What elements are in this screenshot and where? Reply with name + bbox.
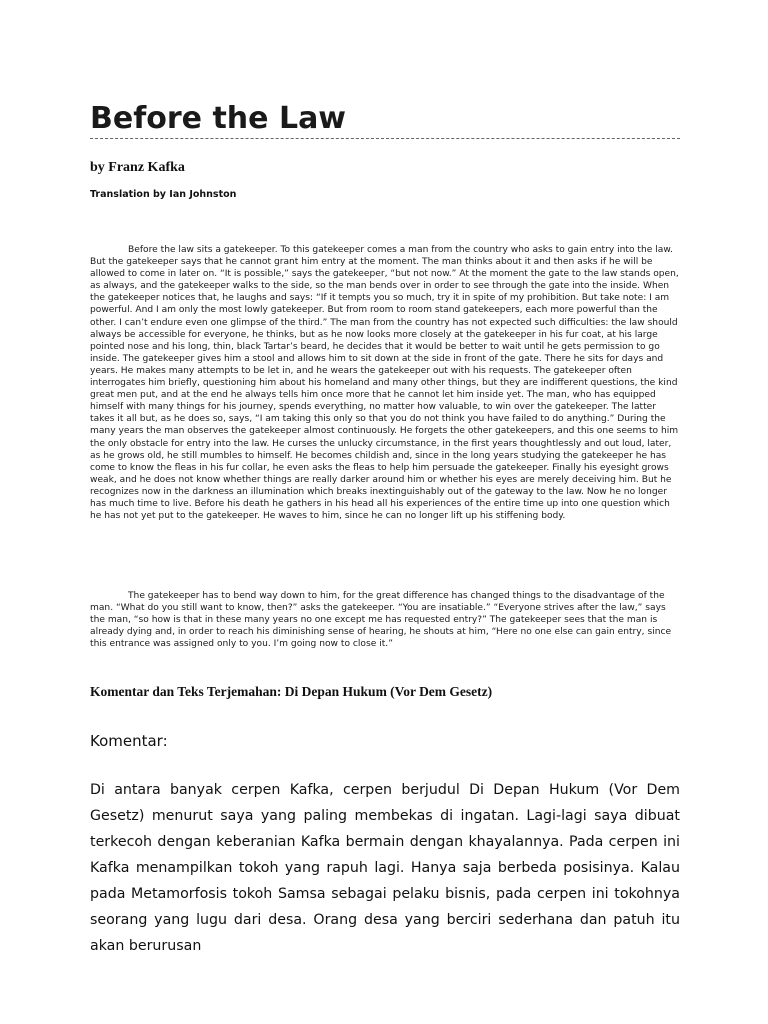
komentar-label: Komentar: [90, 732, 168, 750]
story-paragraph: The gatekeeper has to bend way down to him, for the great difference has changed things to the disadvantage of the man. “What do you still want to know, then?” asks the gatekeeper. “You are insatiable.” “Everyone strives after the law,” says the man, “so how is that in these many years no one except me has requested entry?” The gatekeeper sees that the man is already dying and, in order to reach his diminishing sense of hearing, he shouts at him, “Here no one else can gain entry, since this entrance was assigned only to you. I’m going now to close it.” [90, 591, 672, 650]
page-title: Before the Law [90, 101, 347, 136]
section-heading: Komentar dan Teks Terjemahan: Di Depan Hukum (Vor Dem Gesetz) [90, 684, 493, 699]
title-divider [90, 138, 680, 139]
translation-credit: Translation by Ian Johnston [90, 189, 237, 200]
author-byline: by Franz Kafka [90, 160, 185, 175]
story-paragraph: Before the law sits a gatekeeper. To this gatekeeper comes a man from the country who asks to gain entry into the law. But the gatekeeper says that he cannot grant him entry at the moment. The man thinks about it and then asks if he will be allowed to come in later on. “It is possible,” says the gatekeeper, “but not now.” At the moment the gate to the law stands open, as always, and the gatekeeper walks to the side, so the man bends over in order to see through the gate into the inside. When the gatekeeper notices that, he laughs and says: “If it tempts you so much, try it in spite of my prohibition. But take note: I am powerful. And I am only the most lowly gatekeeper. But from room to room stand gatekeepers, each more powerful than the other. I can’t endure even one glimpse of the third.” The man from the country has not expected such difficulties: the law should always be accessible for everyone, he thinks, but as he now looks more closely at the gatekeeper in his fur coat, at his large pointed nose and his long, thin, black Tartar’s beard, he decides that it would be better to wait until he gets permission to go inside. The gatekeeper gives him a stool and allows him to sit down at the side in front of the gate. There he sits for days and years. He makes many attempts to be let in, and he wears the gatekeeper out with his requests. The gatekeeper often interrogates him briefly, questioning him about his homeland and many other things, but they are indifferent questions, the kind great men put, and at the end he always tells him once more that he cannot let him inside yet. The man, who has equipped himself with many things for his journey, spends everything, no matter how valuable, to win over the gatekeeper. The latter takes it all but, as he does so, says, “I am taking this only so that you do not think you have failed to do anything.” During the many years the man observes the gatekeeper almost continuously. He forgets the other gatekeepers, and this one seems to him the only obstacle for entry into the law. He curses the unlucky circumstance, in the first years thoughtlessly and out loud, later, as he grows old, he still mumbles to himself. He becomes childish and, since in the long years studying the gatekeeper he has come to know the fleas in his fur collar, he even asks the fleas to help him persuade the gatekeeper. Finally his eyesight grows weak, and he does not know whether things are really darker around him or whether his eyes are merely deceiving him. But he recognizes now in the darkness an illumination which breaks inextinguishably out of the gateway to the law. Now he no longer has much time to live. Before his death he gathers in his head all his experiences of the entire time up into one question which he has not yet put to the gatekeeper. He waves to him, since he can no longer lift up his stiffening body. [90, 245, 679, 522]
komentar-paragraph: Di antara banyak cerpen Kafka, cerpen berjudul Di Depan Hukum (Vor Dem Gesetz) menurut saya yang paling membekas di ingatan. Lagi-lagi saya dibuat terkecoh dengan keberanian Kafka bermain dengan khayalannya. Pada cerpen ini Kafka menampilkan tokoh yang rapuh lagi. Hanya saja berbeda posisinya. Kalau pada Metamorfosis tokoh Samsa sebagai pelaku bisnis, pada cerpen ini tokohnya seorang yang lugu dari desa. Orang desa yang berciri sederhana dan patuh itu akan berurusan [90, 782, 680, 954]
